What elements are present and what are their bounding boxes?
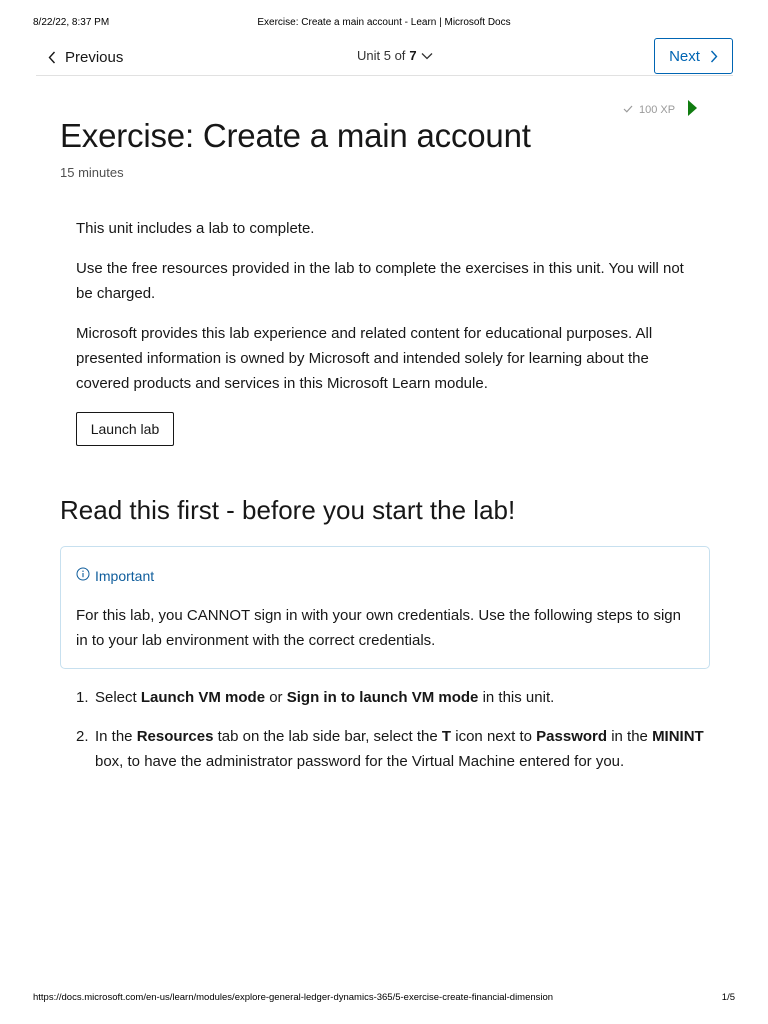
step-segment: Select xyxy=(95,689,141,706)
step-segment: box, to have the administrator password for the Virtual Machine entered for you. xyxy=(95,753,625,770)
checkmark-icon xyxy=(623,104,633,116)
info-icon xyxy=(76,567,90,584)
paragraph-lab-notice: This unit includes a lab to complete. xyxy=(76,220,315,237)
step-segment-bold: T xyxy=(441,728,452,745)
step-segment-bold: Sign in to launch VM mode xyxy=(286,689,479,706)
next-label: Next xyxy=(669,47,700,65)
step-segment: tab on the lab side bar, select the xyxy=(213,728,442,745)
step-segment: In the xyxy=(95,728,137,745)
xp-indicator xyxy=(623,100,697,119)
duration: 15 minutes xyxy=(60,165,124,180)
paragraph-free-resources: Use the free resources provided in the lab to complete the exercises in this unit. You will not be charged. xyxy=(76,260,684,302)
step-segment: icon next to xyxy=(451,728,537,745)
chevron-left-icon xyxy=(48,51,56,64)
play-icon[interactable] xyxy=(688,100,697,119)
previous-button[interactable] xyxy=(48,46,123,68)
list-item xyxy=(76,724,706,774)
alert-title xyxy=(76,567,154,584)
unit-selector[interactable] xyxy=(357,48,433,63)
xp-label: 100 XP xyxy=(639,103,676,116)
print-footer xyxy=(0,992,768,1006)
step-segment: in the xyxy=(607,728,653,745)
section-heading: Read this first - before you start the lab! xyxy=(60,495,516,525)
step-text xyxy=(95,724,706,774)
step-text xyxy=(95,685,706,710)
unit-navigation xyxy=(36,38,733,76)
launch-lab-button[interactable]: Launch lab xyxy=(76,412,174,446)
print-url: https://docs.microsoft.com/en-us/learn/modules/explore-general-ledger-dynamics-365/5-exercise-create-financial-dimension xyxy=(33,992,554,1003)
step-segment: in this unit. xyxy=(478,689,555,706)
step-segment-bold: MININT xyxy=(652,728,704,745)
print-header xyxy=(0,17,768,31)
important-alert xyxy=(60,546,710,669)
alert-text: For this lab, you CANNOT sign in with your own credentials. Use the following steps to sign in to your lab environment with the correct credentials. xyxy=(76,607,681,649)
print-page-number: 1/5 xyxy=(721,992,735,1003)
step-segment-bold: Launch VM mode xyxy=(140,689,266,706)
page-title: Exercise: Create a main account xyxy=(60,117,531,154)
chevron-right-icon xyxy=(710,50,718,63)
steps-list xyxy=(76,685,706,788)
chevron-down-icon xyxy=(421,52,433,60)
step-segment-bold: Password xyxy=(536,728,608,745)
step-segment: or xyxy=(265,689,287,706)
unit-prefix: Unit 5 of xyxy=(357,48,406,63)
paragraph-disclaimer: Microsoft provides this lab experience and related content for educational purposes. All presented information is owned by Microsoft and intended solely for learning about the covered products and services in this Microsoft Learn module. xyxy=(76,325,653,392)
step-segment-bold: Resources xyxy=(136,728,214,745)
alert-title-label: Important xyxy=(95,567,155,584)
print-datetime: 8/22/22, 8:37 PM xyxy=(33,17,110,28)
unit-total: 7 xyxy=(409,48,417,63)
print-page-title: Exercise: Create a main account - Learn | Microsoft Docs xyxy=(257,17,511,28)
step-number: 1. xyxy=(76,689,89,706)
list-item xyxy=(76,685,706,710)
step-number: 2. xyxy=(76,728,89,745)
previous-label: Previous xyxy=(65,48,124,66)
next-button[interactable] xyxy=(654,38,733,74)
